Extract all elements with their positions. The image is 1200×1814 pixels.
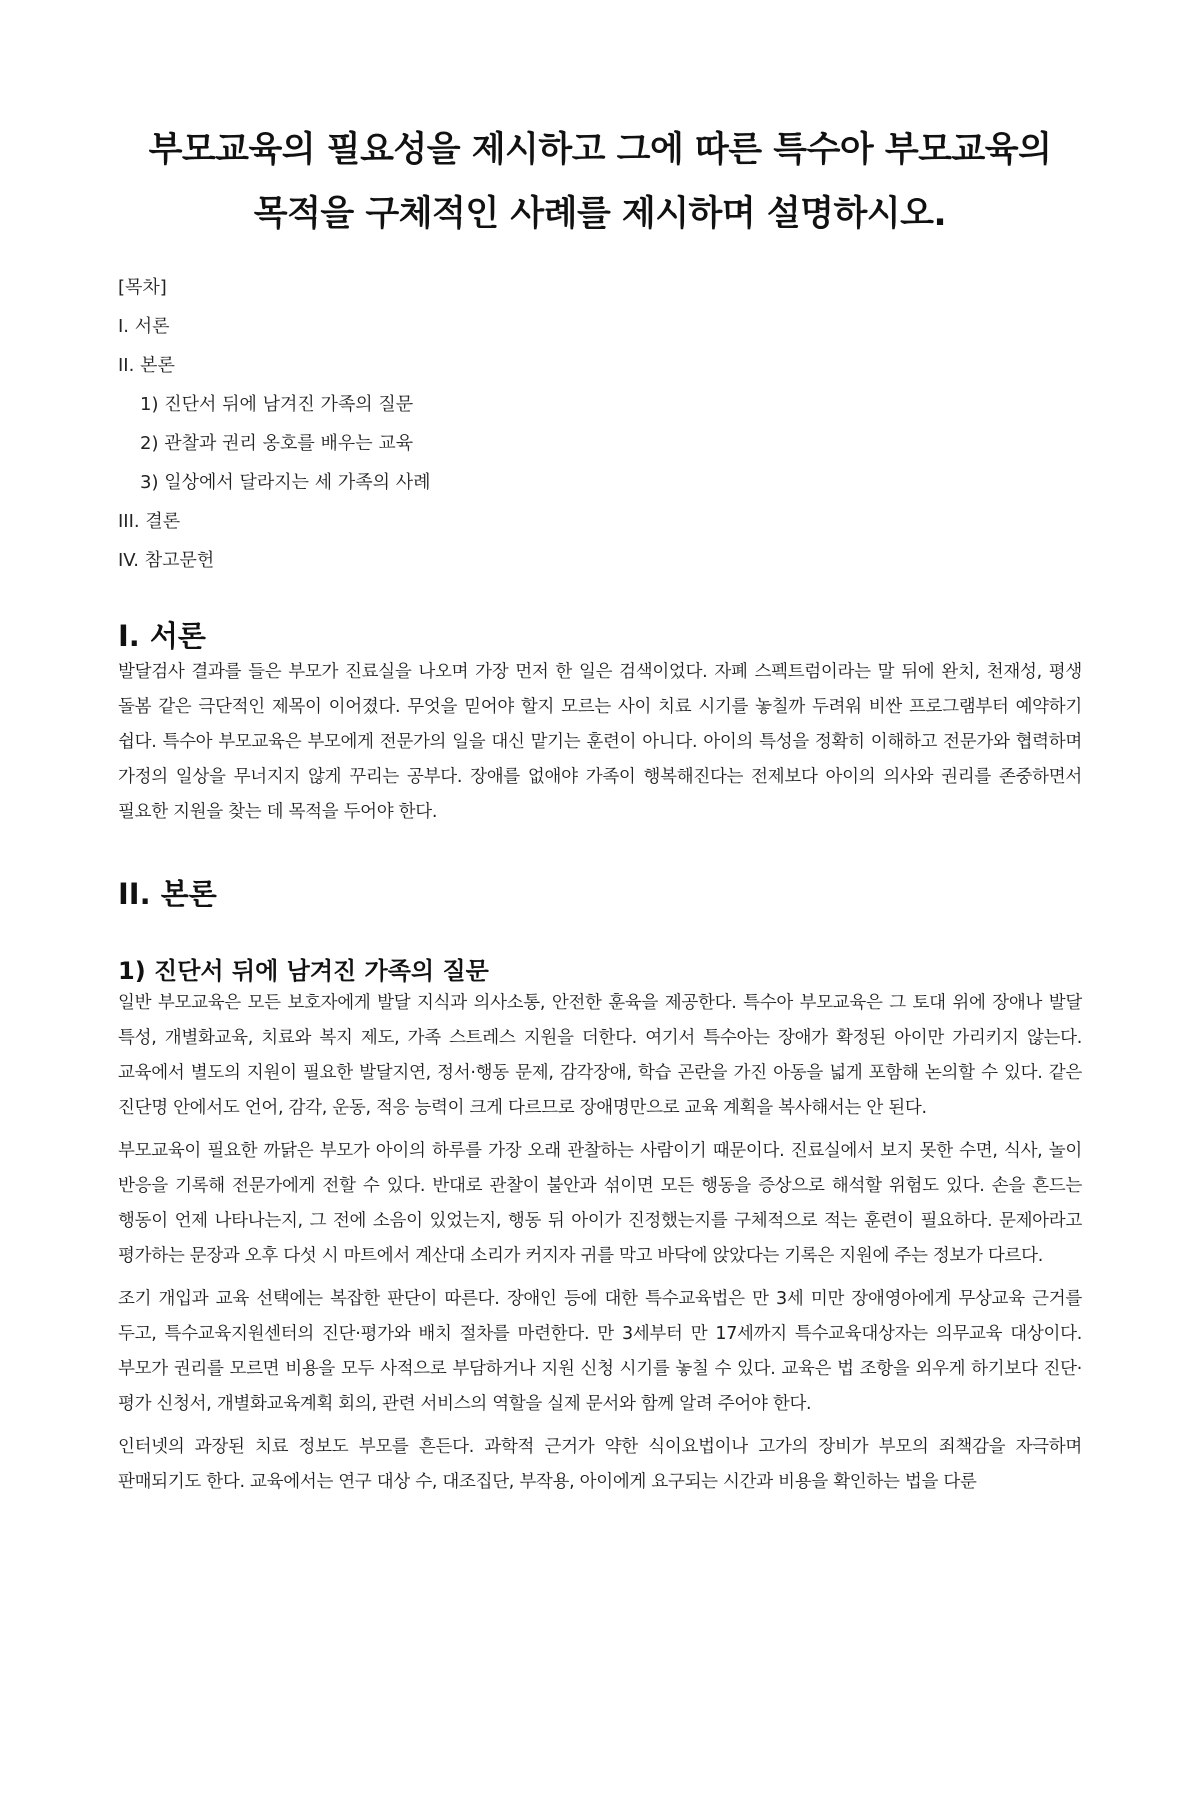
toc-item-body-sub2: 2) 관찰과 권리 옹호를 배우는 교육 — [140, 433, 414, 454]
toc-item-body: II. 본론 — [118, 355, 175, 376]
toc-item-conclusion: III. 결론 — [118, 511, 181, 532]
section-heading-intro: I. 서론 — [118, 619, 206, 653]
toc-item-body-sub3: 3) 일상에서 달라지는 세 가족의 사례 — [140, 472, 431, 493]
toc-item-body-sub1: 1) 진단서 뒤에 남겨진 가족의 질문 — [140, 394, 414, 415]
body-paragraph-2: 부모교육이 필요한 까닭은 부모가 아이의 하루를 가장 오래 관찰하는 사람이기 때문이다. 진료실에서 보지 못한 수면, 식사, 놀이 반응을 기록해 전문가에게 전할 수 있다. 반대로 관찰이 불안과 섞이면 모든 행동을 증상으로 해석할 위험도 있다. 손을 흔드는 행동이 언제 나타나는지, 그 전에 소음이 있었는지, 행동 뒤 아이가 진정했는지를 구체적으로 적는 훈련이 필요하다. 문제아라고 평가하는 문장과 오후 다섯 시 마트에서 계산대 소리가 커지자 귀를 막고 바닥에 앉았다는 기록은 지원에 주는 정보가 다르다. — [118, 1141, 1082, 1266]
document-title: 부모교육의 필요성을 제시하고 그에 따른 특수아 부모교육의 목적을 구체적인 사례를 제시하며 설명하시오. — [148, 130, 1052, 234]
body-paragraph-3: 조기 개입과 교육 선택에는 복잡한 판단이 따른다. 장애인 등에 대한 특수교육법은 만 3세 미만 장애영아에게 무상교육 근거를 두고, 특수교육지원센터의 진단·평가와 배치 절차를 마련한다. 만 3세부터 만 17세까지 특수교육대상자는 의무교육 대상이다. 부모가 권리를 모르면 비용을 모두 사적으로 부담하거나 지원 신청 시기를 놓칠 수 있다. 교육은 법 조항을 외우게 하기보다 진단·평가 신청서, 개별화교육계획 회의, 관련 서비스의 역할을 실제 문서와 함께 알려 주어야 한다. — [118, 1289, 1082, 1414]
section-heading-body: II. 본론 — [118, 877, 217, 911]
table-of-contents — [118, 268, 1082, 580]
subsection-heading-1: 1) 진단서 뒤에 남겨진 가족의 질문 — [118, 957, 489, 985]
intro-paragraph: 발달검사 결과를 들은 부모가 진료실을 나오며 가장 먼저 한 일은 검색이었다. 자폐 스펙트럼이라는 말 뒤에 완치, 천재성, 평생 돌봄 같은 극단적인 제목이 이어졌다. 무엇을 믿어야 할지 모르는 사이 치료 시기를 놓칠까 두려워 비싼 프로그램부터 예약하기 쉽다. 특수아 부모교육은 부모에게 전문가의 일을 대신 맡기는 훈련이 아니다. 아이의 특성을 정확히 이해하고 전문가와 협력하며 가정의 일상을 무너지지 않게 꾸리는 공부다. 장애를 없애야 가족이 행복해진다는 전제보다 아이의 의사와 권리를 존중하면서 필요한 지원을 찾는 데 목적을 두어야 한다. — [118, 662, 1082, 822]
body-paragraph-4: 인터넷의 과장된 치료 정보도 부모를 흔든다. 과학적 근거가 약한 식이요법이나 고가의 장비가 부모의 죄책감을 자극하며 판매되기도 한다. 교육에서는 연구 대상 수, 대조집단, 부작용, 아이에게 요구되는 시간과 비용을 확인하는 법을 다룬 — [118, 1437, 1082, 1492]
body-paragraph-1: 일반 부모교육은 모든 보호자에게 발달 지식과 의사소통, 안전한 훈육을 제공한다. 특수아 부모교육은 그 토대 위에 장애나 발달 특성, 개별화교육, 치료와 복지 제도, 가족 스트레스 지원을 더한다. 여기서 특수아는 장애가 확정된 아이만 가리키지 않는다. 교육에서 별도의 지원이 필요한 발달지연, 정서·행동 문제, 감각장애, 학습 곤란을 가진 아동을 넓게 포함해 논의할 수 있다. 같은 진단명 안에서도 언어, 감각, 운동, 적응 능력이 크게 다르므로 장애명만으로 교육 계획을 복사해서는 안 된다. — [118, 993, 1082, 1118]
toc-item-intro: I. 서론 — [118, 316, 170, 337]
document-page — [0, 118, 1200, 1814]
toc-heading: [목차] — [118, 277, 167, 298]
toc-item-references: IV. 참고문헌 — [118, 550, 215, 571]
